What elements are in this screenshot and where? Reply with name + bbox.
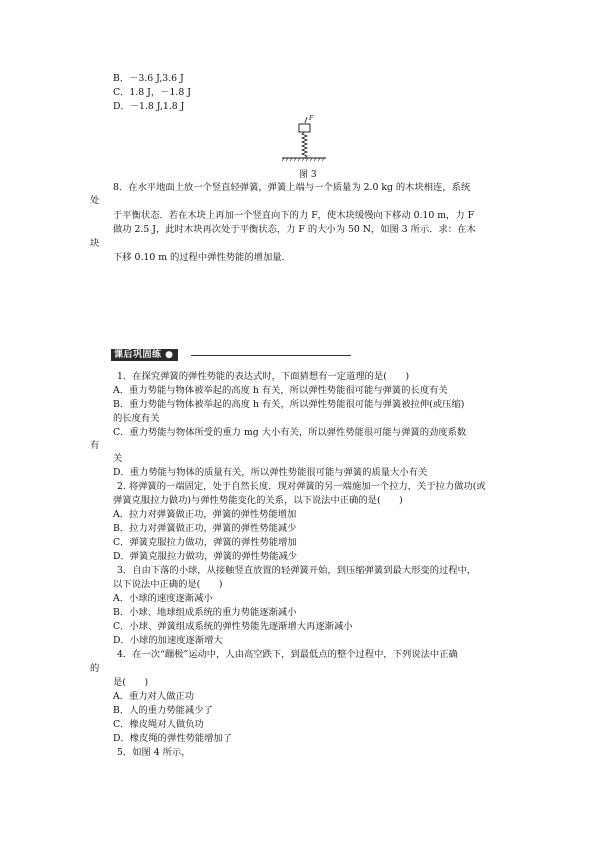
q4-stem-line-2: 是( ) xyxy=(113,677,149,688)
q1-option-b-line-2: 的长度有关 xyxy=(113,413,160,424)
q8-line-2: 于平衡状态．若在木块上再加一个竖直向下的力 F，使木块缓慢向下移动 0.10 m，力 F xyxy=(113,210,475,221)
q1-stem: 1．在探究弹簧的弹性势能的表达式时，下面猜想有一定道理的是( ) xyxy=(117,371,410,382)
option-d-prev: D．－1.8 J,1.8 J xyxy=(113,101,185,112)
q2-stem-line-1: 2. 将弹簧的一端固定，处于自然长度．现对弹簧的另一端施加一个拉力，关于拉力做功(或 xyxy=(117,481,486,492)
q2-option-d: D．弹簧克服拉力做功，弹簧的弹性势能减少 xyxy=(113,551,298,562)
q8-wrap-3: 块 xyxy=(90,238,100,249)
q8-line-1: 8．在水平地面上放一个竖直轻弹簧，弹簧上端与一个质量为 2.0 kg 的木块相连，系统 xyxy=(113,182,471,193)
q2-option-b: B．拉力对弹簧做正功，弹簧的弹性势能减少 xyxy=(113,523,297,534)
figure-3-caption: 图 3 xyxy=(299,170,317,180)
q3-option-b: B．小球、地球组成系统的重力势能逐渐减小 xyxy=(113,607,297,618)
q1-option-c-wrap: 有 xyxy=(90,440,100,451)
q2-stem-line-2: 弹簧克服拉力做功)与弹性势能变化的关系，以下说法中正确的是( ) xyxy=(113,495,403,506)
q4-option-d: D．橡皮绳的弹性势能增加了 xyxy=(113,733,233,744)
q1-option-c-line-2: 关 xyxy=(113,453,123,464)
force-arrow xyxy=(305,117,307,123)
wood-block xyxy=(299,124,310,132)
q4-option-b: B．人的重力势能减少了 xyxy=(113,705,213,716)
figure-3-spring-block xyxy=(278,112,330,174)
q8-line-4: 下移 0.10 m 的过程中弹性势能的增加量． xyxy=(113,252,291,263)
q1-option-b-line-1: B．重力势能与物体被举起的高度 h 有关，所以弹性势能很可能与弹簧被拉伸(或压缩) xyxy=(113,399,465,410)
q1-option-c-line-1: C．重力势能与物体所受的重力 mg 大小有关，所以弹性势能很可能与弹簧的劲度系数 xyxy=(113,427,467,438)
section-rule xyxy=(191,355,351,356)
force-label: F xyxy=(309,115,314,122)
q2-option-a: A．拉力对弹簧做正功，弹簧的弹性势能增加 xyxy=(113,509,297,520)
q3-option-d: D．小球的加速度逐渐增大 xyxy=(113,635,223,646)
q4-option-a: A．重力对人做正功 xyxy=(113,691,195,702)
q5-stem: 5．如图 4 所示， xyxy=(117,747,191,758)
q3-stem-line-2: 以下说法中正确的是( ) xyxy=(113,579,223,590)
section-title: 课后巩固练 ● xyxy=(111,349,178,361)
q3-option-c: C．小球、弹簧组成系统的弹性势能先逐渐增大再逐渐减小 xyxy=(113,621,353,632)
q3-stem-line-1: 3．自由下落的小球，从接触竖直放置的轻弹簧开始，到压缩弹簧到最大形变的过程中， xyxy=(117,565,477,576)
q4-option-c: C．橡皮绳对人做负功 xyxy=(113,719,204,730)
option-c-prev: C．1.8 J，－1.8 J xyxy=(113,87,191,98)
q1-option-a: A．重力势能与物体被举起的高度 h 有关，所以弹性势能很可能与弹簧的长度有关 xyxy=(113,385,448,396)
q1-option-d: D．重力势能与物体的质量有关，所以弹性势能很可能与弹簧的质量大小有关 xyxy=(113,467,428,478)
q4-stem-line-1: 4．在一次“蹦极”运动中，人由高空跌下，到最低点的整个过程中，下列说法中正确 xyxy=(117,649,458,660)
spring-coil xyxy=(302,132,307,158)
q3-option-a: A．小球的速度逐渐减小 xyxy=(113,593,213,604)
q4-stem-wrap: 的 xyxy=(90,663,100,674)
section-header xyxy=(111,348,351,362)
q8-wrap-1: 处 xyxy=(90,195,100,206)
q2-option-c: C．弹簧克服拉力做功，弹簧的弹性势能增加 xyxy=(113,537,297,548)
option-b-prev: B．－3.6 J,3.6 J xyxy=(113,73,184,84)
q8-line-3: 做功 2.5 J，此时木块再次处于平衡状态，力 F 的大小为 50 N，如图 3 所示．求：在木 xyxy=(113,224,476,235)
